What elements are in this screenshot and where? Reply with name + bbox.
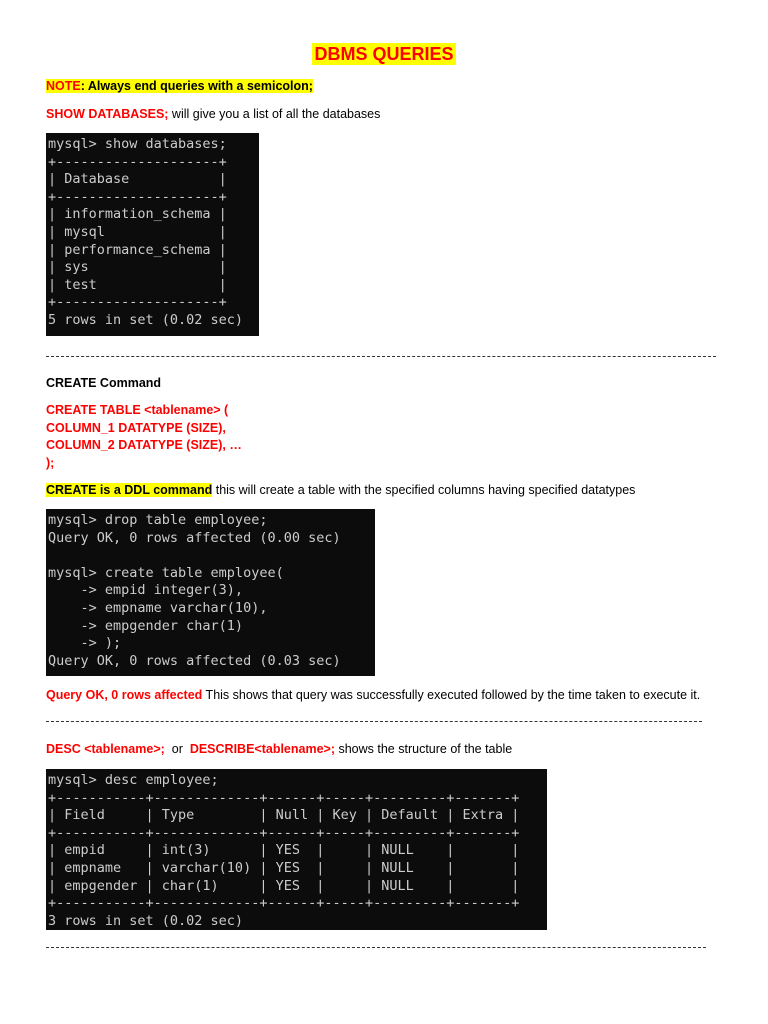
terminal-create-table (46, 509, 375, 676)
terminal-line: 5 rows in set (0.02 sec) (48, 311, 244, 328)
terminal-line: | empgender | char(1) | YES | | NULL | | (48, 877, 520, 894)
note-line (46, 79, 313, 93)
terminal-line (48, 547, 373, 565)
query-ok-line (46, 688, 700, 702)
terminal-line: -> empname varchar(10), (48, 599, 268, 616)
terminal-line: | empname | varchar(10) | YES | | NULL | | (48, 859, 520, 876)
terminal-line: mysql> drop table employee; (48, 512, 268, 528)
create-syntax-block (46, 402, 242, 472)
note-label: NOTE (46, 79, 81, 93)
create-note-line (46, 483, 635, 497)
terminal-line: | Field | Type | Null | Key | Default | Extra | (48, 807, 520, 824)
desc-or: or (164, 742, 190, 756)
desc-command: DESC <tablename>; (46, 742, 165, 756)
terminal-line: -> empgender char(1) (48, 617, 244, 634)
page-title: DBMS QUERIES (314, 44, 454, 64)
terminal-line: | sys | (48, 259, 227, 276)
create-syntax-line: CREATE TABLE <tablename> ( (46, 403, 229, 417)
show-databases-command: SHOW DATABASES; (46, 107, 169, 121)
create-syntax-line: COLUMN_1 DATATYPE (SIZE), (46, 420, 226, 435)
create-syntax-line: COLUMN_2 DATATYPE (SIZE), … (46, 438, 242, 452)
terminal-line: -> empid integer(3), (48, 582, 244, 599)
terminal-show-databases (46, 133, 259, 336)
terminal-line: +-----------+-------------+------+-----+---------+-------+ (48, 789, 520, 806)
create-note-highlight: CREATE is a DDL command (46, 483, 213, 497)
terminal-line: mysql> desc employee; (48, 772, 219, 788)
describe-command: DESCRIBE<tablename>; (189, 742, 335, 756)
terminal-line: mysql> create table employee( (48, 564, 284, 581)
show-databases-description: will give you a list of all the databases (168, 107, 381, 121)
divider-2 (46, 721, 702, 722)
create-heading: CREATE Command (46, 376, 162, 390)
terminal-line: Query OK, 0 rows affected (0.00 sec) (48, 529, 341, 546)
terminal-line: | information_schema | (48, 206, 227, 223)
terminal-line: +--------------------+ (48, 294, 227, 311)
desc-line (46, 742, 512, 756)
terminal-line: -> ); (48, 635, 122, 652)
terminal-line: 3 rows in set (0.02 sec) (48, 912, 244, 929)
divider-3 (46, 947, 706, 948)
query-ok-label: Query OK, 0 rows affected (46, 688, 203, 702)
terminal-line: Query OK, 0 rows affected (0.03 sec) (48, 652, 341, 669)
terminal-line: +--------------------+ (48, 188, 227, 205)
desc-description: shows the structure of the table (335, 742, 513, 756)
page-title-wrapper (0, 44, 768, 65)
query-ok-text: This shows that query was successfully executed followed by the time taken to execute it. (202, 688, 701, 702)
divider-1 (46, 356, 716, 357)
terminal-line: mysql> show databases; (48, 136, 227, 152)
create-syntax-line: ); (46, 455, 55, 470)
terminal-line: +-----------+-------------+------+-----+---------+-------+ (48, 824, 520, 841)
terminal-line: | performance_schema | (48, 241, 227, 258)
terminal-line: | mysql | (48, 223, 227, 240)
terminal-line: | empid | int(3) | YES | | NULL | | (48, 842, 520, 859)
terminal-line: | Database | (48, 171, 227, 188)
terminal-line: +-----------+-------------+------+-----+---------+-------+ (48, 895, 520, 912)
terminal-line: | test | (48, 276, 227, 293)
note-text: : Always end queries with a semicolon; (80, 79, 313, 93)
terminal-line: +--------------------+ (48, 153, 227, 170)
create-note-text: this will create a table with the specified columns having specified datatypes (212, 483, 636, 497)
terminal-desc-employee (46, 769, 547, 930)
show-databases-line (46, 107, 380, 121)
